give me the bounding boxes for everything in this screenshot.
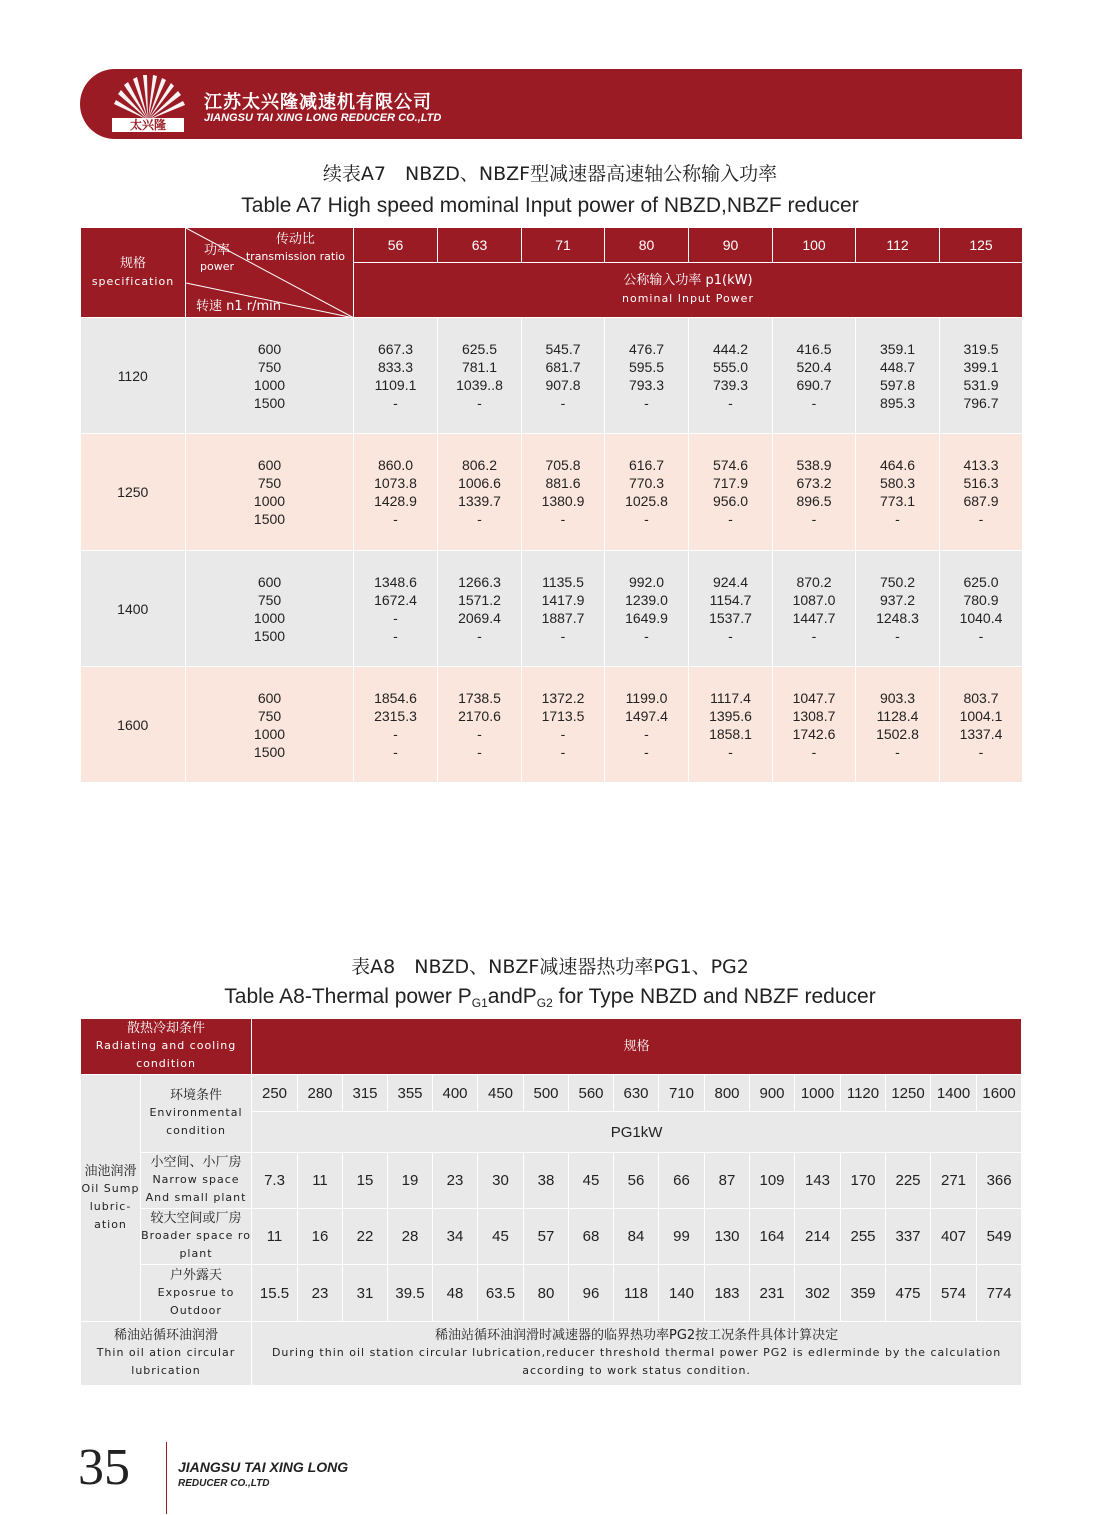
- value-cell: 1117.4 1395.6 1858.1 -: [689, 667, 773, 783]
- value-cell: 80: [524, 1265, 569, 1322]
- value-cell: 11: [298, 1153, 343, 1209]
- speed-cell: 600 750 1000 1500: [186, 551, 354, 667]
- value-cell: 214: [795, 1209, 841, 1265]
- size-header: 1400: [931, 1075, 977, 1112]
- value-cell: 19: [388, 1153, 433, 1209]
- value-cell: 118: [614, 1265, 659, 1322]
- unit-label: PG1kW: [252, 1112, 1022, 1153]
- condition-label: 小空间、小厂房 Narrow space And small plant: [141, 1153, 252, 1209]
- spec-cell: 1120: [81, 318, 186, 434]
- table-row: [81, 551, 1023, 667]
- ratio-header: 71: [522, 228, 605, 263]
- value-cell: 16: [298, 1209, 343, 1265]
- condition-label: 较大空间或厂房 Broader space ro plant: [141, 1209, 252, 1265]
- value-cell: 140: [659, 1265, 705, 1322]
- condition-label: 户外露天 Exposrue to Outdoor: [141, 1265, 252, 1322]
- value-cell: 803.7 1004.1 1337.4 -: [940, 667, 1023, 783]
- size-header: 280: [298, 1075, 343, 1112]
- value-cell: 806.2 1006.6 1339.7 -: [438, 434, 522, 551]
- size-header: 1600: [977, 1075, 1022, 1112]
- value-cell: 63.5: [478, 1265, 524, 1322]
- ratio-header: 112: [856, 228, 940, 263]
- value-cell: 616.7 770.3 1025.8 -: [605, 434, 689, 551]
- thin-oil-note: 稀油站循环油润滑时减速器的临界热功率PG2按工况条件具体计算决定 During thin oil station circular lubrication,reducer threshold thermal power PG2 is edlerminde by the calculation according to work status condition.: [252, 1322, 1022, 1386]
- value-cell: 1135.5 1417.9 1887.7 -: [522, 551, 605, 667]
- value-cell: 302: [795, 1265, 841, 1322]
- ratio-header: 63: [438, 228, 522, 263]
- size-header: 450: [478, 1075, 524, 1112]
- size-header: 1250: [886, 1075, 931, 1112]
- footer-company-line1: JIANGSU TAI XING LONG: [178, 1459, 349, 1475]
- env-header: 环境条件 Environmental condition: [141, 1075, 252, 1153]
- size-header: 710: [659, 1075, 705, 1112]
- size-header: 630: [614, 1075, 659, 1112]
- value-cell: 164: [750, 1209, 795, 1265]
- value-cell: 57: [524, 1209, 569, 1265]
- value-cell: 870.2 1087.0 1447.7 -: [773, 551, 856, 667]
- value-cell: 1047.7 1308.7 1742.6 -: [773, 667, 856, 783]
- value-cell: 574: [931, 1265, 977, 1322]
- spec-header: 规格: [252, 1019, 1022, 1075]
- table-a7-title-en: Table A7 High speed mominal Input power of NBZD,NBZF reducer: [241, 194, 859, 217]
- value-cell: 56: [614, 1153, 659, 1209]
- power-label: 功率 power: [200, 243, 234, 273]
- value-cell: 84: [614, 1209, 659, 1265]
- table-a8: [80, 1018, 1022, 1386]
- value-cell: 1266.3 1571.2 2069.4 -: [438, 551, 522, 667]
- value-cell: 337: [886, 1209, 931, 1265]
- value-cell: 99: [659, 1209, 705, 1265]
- footer-divider: [166, 1442, 167, 1514]
- value-cell: 66: [659, 1153, 705, 1209]
- value-cell: 625.0 780.9 1040.4 -: [940, 551, 1023, 667]
- size-header: 400: [433, 1075, 478, 1112]
- value-cell: 225: [886, 1153, 931, 1209]
- value-cell: 413.3 516.3 687.9 -: [940, 434, 1023, 551]
- value-cell: 319.5 399.1 531.9 796.7: [940, 318, 1023, 434]
- table-row: [81, 1322, 1022, 1386]
- ratio-header: 125: [940, 228, 1023, 263]
- value-cell: 1348.6 1672.4 - -: [354, 551, 438, 667]
- value-cell: 359.1 448.7 597.8 895.3: [856, 318, 940, 434]
- value-cell: 11: [252, 1209, 298, 1265]
- table-row: [81, 1153, 1022, 1209]
- value-cell: 444.2 555.0 739.3 -: [689, 318, 773, 434]
- value-cell: 231: [750, 1265, 795, 1322]
- logo-text: 太兴隆: [129, 118, 167, 132]
- speed-cell: 600 750 1000 1500: [186, 318, 354, 434]
- table-row: [81, 434, 1023, 551]
- value-cell: 1372.2 1713.5 - -: [522, 667, 605, 783]
- ratio-header: 90: [689, 228, 773, 263]
- value-cell: 48: [433, 1265, 478, 1322]
- spec-cell: 1400: [81, 551, 186, 667]
- value-cell: 464.6 580.3 773.1 -: [856, 434, 940, 551]
- value-cell: 366: [977, 1153, 1022, 1209]
- value-cell: 992.0 1239.0 1649.9 -: [605, 551, 689, 667]
- value-cell: 407: [931, 1209, 977, 1265]
- value-cell: 45: [569, 1153, 614, 1209]
- speed-cell: 600 750 1000 1500: [186, 434, 354, 551]
- value-cell: 34: [433, 1209, 478, 1265]
- value-cell: 476.7 595.5 793.3 -: [605, 318, 689, 434]
- oil-sump-label: 油池润滑 Oil Sump lubric-ation: [81, 1075, 141, 1322]
- size-header: 560: [569, 1075, 614, 1112]
- value-cell: 625.5 781.1 1039..8 -: [438, 318, 522, 434]
- table-row: [81, 1265, 1022, 1322]
- table-row: [81, 667, 1023, 783]
- company-logo: [104, 74, 192, 134]
- table-a8-title-en: Table A8-Thermal power $P_{G1}andP_{G2}$ for Type NBZD and NBZF reducer: [224, 985, 876, 1010]
- table-row: [81, 318, 1023, 434]
- value-cell: 667.3 833.3 1109.1 -: [354, 318, 438, 434]
- input-power-header: 公称输入功率 p1(kW) nominal Input Power: [354, 263, 1023, 318]
- value-cell: 271: [931, 1153, 977, 1209]
- ratio-header: 100: [773, 228, 856, 263]
- thin-oil-label: 稀油站循环油润滑 Thin oil ation circular lubrication: [81, 1322, 252, 1386]
- spec-cell: 1600: [81, 667, 186, 783]
- value-cell: 1854.6 2315.3 - -: [354, 667, 438, 783]
- value-cell: 87: [705, 1153, 750, 1209]
- size-header: 900: [750, 1075, 795, 1112]
- page-number: 35: [78, 1439, 130, 1496]
- value-cell: 28: [388, 1209, 433, 1265]
- company-name-cn: 江苏太兴隆减速机有限公司: [204, 92, 432, 113]
- size-header: 250: [252, 1075, 298, 1112]
- spec-header: 规格 specification: [81, 228, 186, 318]
- ratio-label: 传动比 transmission ratio: [245, 232, 345, 263]
- table-a8-title-cn: 表A8 NBZD、NBZF减速器热功率PG1、PG2: [351, 956, 749, 978]
- ratio-header: 80: [605, 228, 689, 263]
- value-cell: 39.5: [388, 1265, 433, 1322]
- value-cell: 23: [298, 1265, 343, 1322]
- value-cell: 143: [795, 1153, 841, 1209]
- value-cell: 23: [433, 1153, 478, 1209]
- value-cell: 109: [750, 1153, 795, 1209]
- cooling-header: 散热冷却条件 Radiating and cooling condition: [81, 1019, 252, 1075]
- value-cell: 68: [569, 1209, 614, 1265]
- size-header: 800: [705, 1075, 750, 1112]
- size-header: 1000: [795, 1075, 841, 1112]
- table-row: [81, 1209, 1022, 1265]
- value-cell: 1738.5 2170.6 - -: [438, 667, 522, 783]
- value-cell: 774: [977, 1265, 1022, 1322]
- value-cell: 170: [841, 1153, 886, 1209]
- size-header: 315: [343, 1075, 388, 1112]
- value-cell: 130: [705, 1209, 750, 1265]
- value-cell: 15: [343, 1153, 388, 1209]
- value-cell: 45: [478, 1209, 524, 1265]
- table-a7: [80, 227, 1023, 783]
- size-header: 1120: [841, 1075, 886, 1112]
- value-cell: 475: [886, 1265, 931, 1322]
- value-cell: 15.5: [252, 1265, 298, 1322]
- value-cell: 359: [841, 1265, 886, 1322]
- value-cell: 31: [343, 1265, 388, 1322]
- value-cell: 416.5 520.4 690.7 -: [773, 318, 856, 434]
- value-cell: 30: [478, 1153, 524, 1209]
- table-a7-title-cn: 续表A7 NBZD、NBZF型减速器高速轴公称输入功率: [322, 163, 778, 185]
- company-name-en: JIANGSU TAI XING LONG REDUCER CO.,LTD: [204, 112, 442, 124]
- value-cell: 183: [705, 1265, 750, 1322]
- value-cell: 549: [977, 1209, 1022, 1265]
- size-header: 355: [388, 1075, 433, 1112]
- value-cell: 750.2 937.2 1248.3 -: [856, 551, 940, 667]
- value-cell: 96: [569, 1265, 614, 1322]
- value-cell: 574.6 717.9 956.0 -: [689, 434, 773, 551]
- corner-header: [186, 228, 354, 318]
- speed-label: 转速 n1 r/min: [196, 299, 282, 314]
- value-cell: 1199.0 1497.4 - -: [605, 667, 689, 783]
- spec-cell: 1250: [81, 434, 186, 551]
- ratio-header: 56: [354, 228, 438, 263]
- value-cell: 538.9 673.2 896.5 -: [773, 434, 856, 551]
- value-cell: 545.7 681.7 907.8 -: [522, 318, 605, 434]
- size-header: 500: [524, 1075, 569, 1112]
- value-cell: 705.8 881.6 1380.9 -: [522, 434, 605, 551]
- value-cell: 924.4 1154.7 1537.7 -: [689, 551, 773, 667]
- value-cell: 860.0 1073.8 1428.9 -: [354, 434, 438, 551]
- footer-company-line2: REDUCER CO.,LTD: [178, 1478, 270, 1489]
- value-cell: 7.3: [252, 1153, 298, 1209]
- value-cell: 22: [343, 1209, 388, 1265]
- value-cell: 255: [841, 1209, 886, 1265]
- value-cell: 903.3 1128.4 1502.8 -: [856, 667, 940, 783]
- speed-cell: 600 750 1000 1500: [186, 667, 354, 783]
- value-cell: 38: [524, 1153, 569, 1209]
